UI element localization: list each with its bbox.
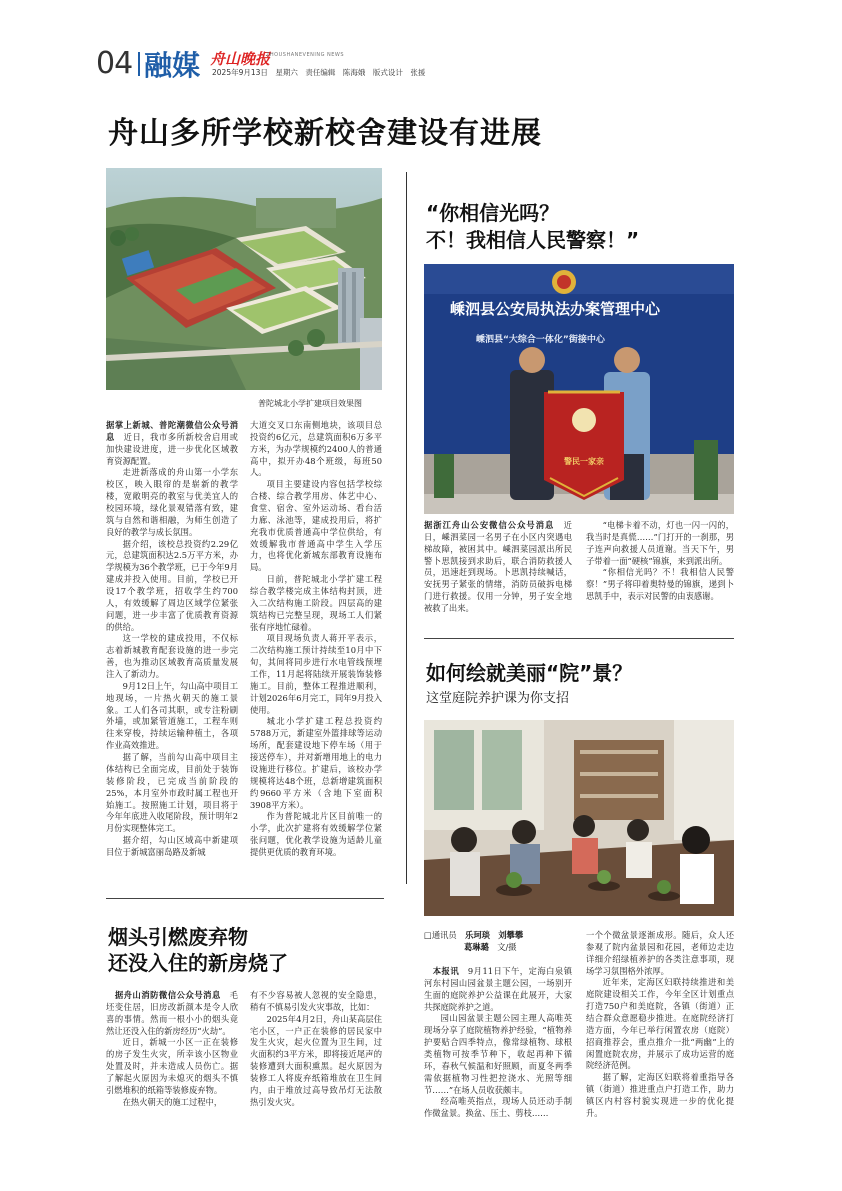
story3-paragraph: 本报讯 9月11日下午，定海白泉镇河东村园山园盆景主题公园，一场别开生面的庭院养护公益课在此展开，大家共探庭院养护之道。	[424, 966, 572, 1012]
story1-column-1	[106, 420, 238, 859]
garden-class-image	[424, 720, 734, 916]
police-banner-photo	[424, 264, 734, 514]
story2-column-2	[586, 520, 734, 603]
newspaper-logo-en: ZHOUSHANEVENING NEWS	[266, 52, 345, 58]
story2-paragraph: “电梯卡着不动，灯也一闪一闪的，我当时是真慌……”门打开的一刹那，男子连声向救援人员道谢。当天下午，男子带着一面“硬核”锦旗，来到派出所。	[586, 520, 734, 566]
story3-column-2	[586, 930, 734, 1120]
story4-headline: 烟头引燃废弃物 还没入住的新房烧了	[108, 925, 288, 976]
garden-class-photo	[424, 720, 734, 916]
story3-paragraph: 园山园盆景主题公园主理人高唯英现场分享了庭院植物养护经验，“植物养护要贴合四季特点，像常绿植物、球根类植物可按季节种下，收起再种下循环，春秋气候温和好照顾，而夏冬两季需依据植物习性把控浇水、光照等细节……”在场人员收获颇丰。	[424, 1013, 572, 1095]
section-name: 融媒	[144, 49, 201, 82]
story1-paragraph: 日前，普陀城北小学扩建工程综合教学楼完成主体结构封顶，进入二次结构施工阶段。四层高的建筑结构已完整呈现，现场工人们紧张有序地忙碌着。	[250, 574, 382, 632]
story1-paragraph: 这一学校的建成投用，不仅标志着新城教育配套设施的进一步完善，也为推动区域教育高质量发展注入了新动力。	[106, 633, 238, 680]
story4-paragraph: 在热火朝天的施工过程中，	[122, 1096, 223, 1107]
story1-paragraph: 项目现场负责人蒋开平表示，二次结构施工预计持续至10月中下旬，其间将同步进行水电管线预埋工作，11月起将陆续开展装饰装修施工。目前，整体工程推进顺利，计划2026年6月完工，同年9月投入使用。	[250, 633, 382, 715]
police-banner-image	[424, 264, 734, 514]
sign-subtext: 嵊泗县“大综合一体化”街接中心	[476, 335, 605, 345]
story3-headline: 如何绘就美丽“院”景？	[426, 661, 633, 685]
story4-paragraph: 近日，新城一小区一正在装修的房子发生火灾，所幸该小区物业处置及时，并未造成人员伤亡。据了解起火原因为未熄灭的烟头不慎引燃堆积的纸箱等装修废弃物。	[106, 1037, 238, 1095]
story4-paragraph: 据舟山消防微信公众号消息 毛坯变住居，旧房改新颜本是令人欣喜的事情。然而一根小小的烟头竟然让还没入住的新房经历“火劫”。	[106, 990, 238, 1036]
story3-paragraph: 近年来，定海区妇联持续推进和美庭院建设相关工作，今年全区计划重点打造750户和美庭院，各镇（街道）正结合群众意愿稳步推进。在庭院经济打造方面，今年已举行闲置农房（庭院）招商推荐会，重点推介一批“两幽”上的闲置庭院农房，并展示了成功运营的庭院经济范例。	[586, 977, 734, 1071]
story3-paragraph: 经高唯英指点，现场人员还动手制作微盆景。换盆、压土、剪枝……	[424, 1096, 572, 1119]
story1-paragraph: 据掌上新城、普陀潮微信公众号消息 近日，我市多所新校舍启用或加快建设进度，进一步优化区域教育资源配置。	[106, 420, 238, 466]
story1-paragraph: 作为普陀城北片区目前唯一的小学，此次扩建将有效缓解学位紧张问题，优化教学设施为适龄儿童提供更优质的教育环境。	[250, 811, 382, 857]
story4-column-1	[106, 990, 238, 1109]
banner-text: 警民一家亲	[564, 457, 604, 466]
story1-paragraph: 项目主要建设内容包括学校综合楼、综合教学用房、体艺中心、食堂、宿舍、室外运动场、看台活力廊、泳池等，建成投用后，将扩充我市优质普通高中学位供给，有效缓解我市普通高中学生入学压力，也将优化新城东部教育设施布局。	[250, 479, 382, 573]
story2-paragraph: 据浙江舟山公安微信公众号消息 近日，嵊泗菜园一名男子在小区内突遇电梯故障，被困其中。嵊泗菜园派出所民警卜思凯接到求助后，联合消防救援人员，迅速赶到现场。卜思凯持续喊话，安抚男子紧张的情绪，消防员破拆电梯门进行救援。仅用一分钟，男子安全地被救了出来。	[424, 520, 572, 614]
story1-paragraph: 9月12日上午，勾山高中项目工地现场，一片热火朝天的施工景象。工人们各司其职，或专注粉刷外墙，或加紧管道施工，工程车则往来穿梭，持续运输种植土，各项作业高效推进。	[106, 680, 238, 751]
story4-column-2	[250, 990, 382, 1109]
page-number: 04	[96, 46, 133, 81]
story3-column-1	[424, 966, 572, 1120]
story1-paragraph: 据介绍，该校总投资约2.29亿元，总建筑面积达2.5万平方米，办学规模为36个教学班，已于今年9月建成并投入使用。目前，学校已开设17个教学班，招收学生约700人，有效缓解了周边区域学位紧张问题，进一步丰富了优质教育资源的供给。	[106, 538, 238, 632]
column-divider	[406, 172, 407, 884]
school-rendering-caption: 普陀城北小学扩建项目效果图	[258, 399, 362, 408]
story3-paragraph: 一个个微盆景逐渐成形。随后，众人还参观了院内盆景园和花园，老师边走边详细介绍绿植养护的各类注意事项，现场学习氛围格外浓厚。	[586, 930, 734, 976]
story2-headline: “你相信光吗？ 不！我相信人民警察！”	[426, 201, 640, 252]
story3-paragraph: 据了解，定海区妇联将着重指导各镇（街道）推进重点户打造工作，助力镇区内村容村貌实现进一步的优化提升。	[586, 1072, 734, 1118]
school-rendering-image	[106, 168, 382, 390]
newspaper-logo: 舟山晚报	[210, 50, 271, 68]
story1-paragraph: 大道交叉口东南侧地块，该项目总投资约6亿元，总建筑面积6万多平方米，为办学规模约2400人的普通高中，拟开办48个班级，每班50人。	[250, 420, 382, 478]
story3-subhead: 这堂庭院养护课为你支招	[426, 691, 570, 706]
page-headline: 舟山多所学校新校舍建设有进展	[108, 116, 542, 151]
story1-column-2	[250, 420, 382, 859]
story3-byline: □通讯员 乐珂琰 刘攀攀 葛琳璐 文/摄	[424, 930, 524, 952]
story1-paragraph: 据介绍，勾山区域高中新建项目位于新城富丽岛路及新城	[106, 835, 238, 857]
masthead-divider	[138, 52, 140, 76]
story4-paragraph: 有不少容易被人忽视的安全隐患，稍有不慎易引发火灾事故，比如：	[250, 990, 382, 1012]
section-divider	[424, 638, 734, 639]
story2-column-1	[424, 520, 572, 615]
date-line: 2025年9月13日 星期六 责任编辑 陈海娥 版式设计 张援	[212, 68, 426, 77]
story4-paragraph: 2025年4月2日，舟山某高层住宅小区，一户正在装修的居民家中发生火灾，起火位置为卫生间，过火面积约3平方米，即将接近尾声的装修遭到大面积熏黑。起火原因为装修工人将废弃纸箱堆放在卫生间内，由于堆放过高导致吊灯无法散热引发火灾。	[250, 1013, 382, 1107]
story1-paragraph: 据了解，当前勾山高中项目主体结构已全面完成，目前处于装饰装修阶段，已完成当前阶段的25%，本月室外市政时属工程也开始施工。按照施工计划，项目将于今年年底进入收尾阶段，预计明年2月份实现整体完工。	[106, 752, 238, 834]
sign-text: 嵊泗县公安局执法办案管理中心	[450, 300, 661, 318]
story1-paragraph: 城北小学扩建工程总投资约5788万元，新建室外篮排球等运动场所，配套建设地下停车场（用于接送停车），并对新增用地上的电力设施进行移位。扩建后，该校办学规模将达48个班，总新增建筑面积约9660平方米（含地下室面积3908平方米）。	[250, 716, 382, 810]
section-divider	[106, 898, 384, 899]
story1-paragraph: 走进新落成的舟山第一小学东校区，映入眼帘的是崭新的教学楼，宽敞明亮的教室与优美宜人的校园环境，绿化景观错落有致，建筑与自然和谐相融，为师生创造了良好的教学与成长氛围。	[106, 467, 238, 537]
story2-paragraph: “你相信光吗？不！我相信人民警察！”男子将印着奥特曼的锦旗，递到卜思凯手中，表示对民警的由衷感谢。	[586, 567, 734, 602]
school-rendering-photo	[106, 168, 382, 390]
